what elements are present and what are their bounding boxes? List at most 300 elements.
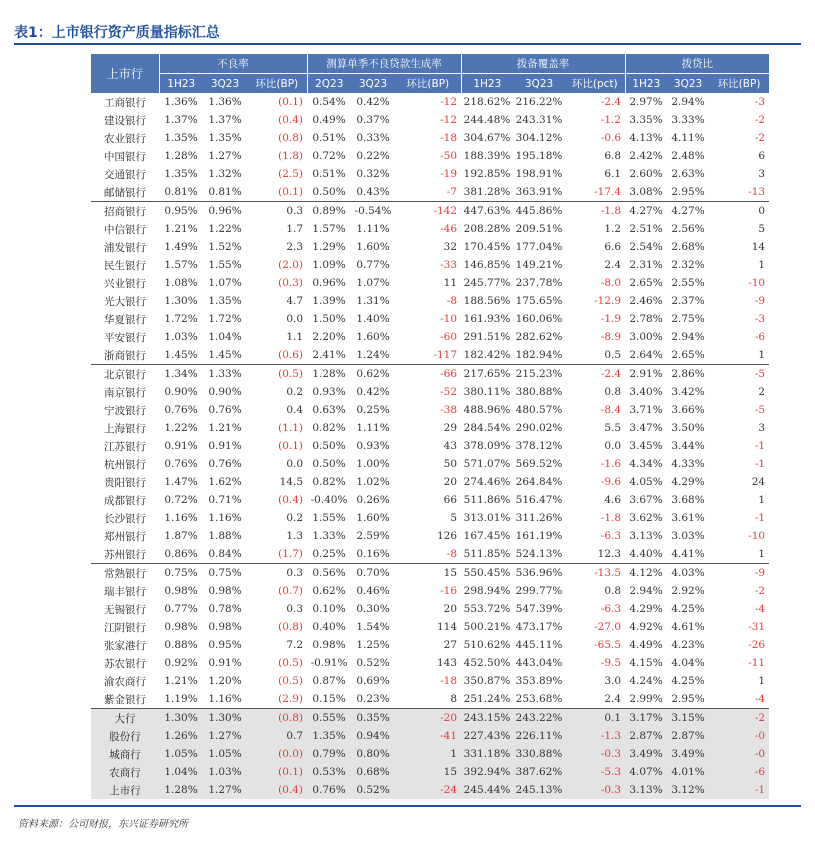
bank-name-cell: 江阴银行 — [104, 621, 146, 634]
value-cell: (0.5) — [278, 657, 304, 669]
value-cell: 0.46% — [356, 585, 390, 597]
value-cell: -66 — [395, 365, 461, 384]
table-row — [91, 274, 769, 292]
value-cell: 3.12% — [667, 781, 709, 799]
value-cell: -1 — [709, 781, 769, 799]
value-cell: 2.95% — [671, 186, 705, 198]
value-cell: 0.35% — [351, 709, 395, 728]
value-cell: 452.50% — [463, 657, 511, 669]
value-cell: -11 — [748, 657, 766, 669]
value-cell: 0.70% — [351, 564, 395, 583]
value-cell: 0.98% — [312, 639, 346, 651]
value-cell: 0.0 — [604, 440, 622, 452]
bank-name-cell: 农业银行 — [104, 132, 146, 145]
value-cell: 1 — [395, 745, 461, 763]
value-cell: 2.32% — [671, 259, 705, 271]
value-cell: 2.63% — [671, 168, 705, 180]
table-row — [91, 328, 769, 346]
value-cell: 253.68% — [515, 693, 563, 705]
value-cell: 160.06% — [515, 313, 563, 325]
value-cell: 0.87% — [312, 675, 346, 687]
value-cell: 1.40% — [356, 313, 390, 325]
value-cell: 4.25% — [671, 675, 705, 687]
table-row — [91, 346, 769, 365]
sub-header: 3Q23 — [203, 74, 247, 94]
value-cell: 182.42% — [463, 349, 511, 361]
value-cell: 243.31% — [515, 114, 563, 126]
value-cell: 2.92% — [671, 585, 705, 597]
value-cell: -18 — [440, 132, 458, 144]
value-cell: 2.59% — [356, 530, 390, 542]
value-cell: 1.35% — [208, 295, 242, 307]
value-cell: 0.90% — [164, 386, 198, 398]
table-row — [91, 600, 769, 618]
value-cell: -8.9 — [600, 331, 622, 343]
value-cell: 1.37% — [208, 114, 242, 126]
bank-name-cell: 瑞丰银行 — [104, 585, 146, 598]
value-cell: -117 — [433, 349, 458, 361]
value-cell: 66 — [443, 494, 458, 506]
value-cell: 216.22% — [515, 96, 563, 108]
value-cell: 3.15% — [667, 709, 709, 728]
value-cell: 3.66% — [671, 404, 705, 416]
value-cell: 387.62% — [513, 763, 565, 781]
value-cell: -13.5 — [565, 564, 625, 583]
value-cell: 1.27% — [203, 781, 247, 799]
value-cell: 0.81% — [164, 186, 198, 198]
value-cell: 553.72% — [463, 603, 511, 615]
value-cell: 1.11% — [356, 422, 390, 434]
value-cell: -1.2 — [600, 114, 622, 126]
sub-header: 3Q23 — [667, 74, 709, 94]
bank-name-cell: 贵阳银行 — [104, 476, 146, 489]
value-cell: 0.51% — [312, 132, 346, 144]
value-cell: 0.53% — [307, 763, 351, 781]
value-cell: 1.45% — [208, 349, 242, 361]
bank-name-cell: 工商银行 — [104, 96, 146, 109]
sub-header: 1H23 — [159, 74, 203, 94]
value-cell: -9.5 — [600, 657, 622, 669]
value-cell: -8 — [446, 295, 458, 307]
value-cell: (0.8) — [278, 621, 304, 633]
value-cell: 0.72% — [164, 494, 198, 506]
value-cell: 2.78% — [629, 313, 663, 325]
value-cell: 14.5 — [279, 476, 304, 488]
value-cell: 27 — [443, 639, 458, 651]
value-cell: -3 — [754, 96, 766, 108]
value-cell: 1.52% — [208, 241, 242, 253]
value-cell: 0.40% — [312, 621, 346, 633]
value-cell: 1.22% — [208, 223, 242, 235]
value-cell: 2.46% — [629, 295, 663, 307]
value-cell: 2.37% — [671, 295, 705, 307]
value-cell: 311.26% — [515, 512, 563, 524]
table-row — [91, 636, 769, 654]
table-row — [91, 455, 769, 473]
value-cell: 4.6 — [604, 494, 622, 506]
value-cell: 0.69% — [356, 675, 390, 687]
bank-name-cell: 江苏银行 — [104, 440, 146, 453]
value-cell: 1.03% — [164, 331, 198, 343]
table-row — [91, 292, 769, 310]
value-cell: -0.6 — [600, 132, 622, 144]
value-cell: (0.0) — [247, 745, 307, 763]
value-cell: 1.3 — [286, 530, 304, 542]
value-cell: 0.91% — [164, 440, 198, 452]
sub-header: 1H23 — [625, 74, 667, 94]
value-cell: -10 — [748, 530, 766, 542]
value-cell: 2.51% — [629, 223, 663, 235]
value-cell: -12 — [440, 96, 458, 108]
value-cell: 313.01% — [463, 512, 511, 524]
value-cell: 0.95% — [159, 202, 203, 221]
value-cell: 43 — [443, 440, 458, 452]
value-cell: 1.62% — [208, 476, 242, 488]
value-cell: 363.91% — [515, 186, 563, 198]
value-cell: -0.54% — [351, 202, 395, 221]
value-cell: 1.35% — [208, 132, 242, 144]
value-cell: 208.28% — [463, 223, 511, 235]
npl-ratio-header: 不良率 — [159, 54, 307, 74]
value-cell: (0.8) — [278, 132, 304, 144]
value-cell: 274.46% — [463, 476, 511, 488]
value-cell: -1 — [754, 440, 766, 452]
value-cell: 4.12% — [625, 564, 667, 583]
value-cell: 29 — [443, 422, 458, 434]
value-cell: 0.1 — [565, 709, 625, 728]
loan-provision-header: 拨贷比 — [625, 54, 769, 74]
value-cell: 3.62% — [629, 512, 663, 524]
value-cell: 1.07% — [356, 277, 390, 289]
table-row — [91, 654, 769, 672]
value-cell: 4.41% — [671, 548, 705, 560]
value-cell: -17.4 — [594, 186, 622, 198]
value-cell: 511.86% — [463, 494, 511, 506]
value-cell: 0.30% — [356, 603, 390, 615]
value-cell: 0.93% — [356, 440, 390, 452]
value-cell: 511.85% — [463, 548, 511, 560]
bank-name-cell: 宁波银行 — [104, 404, 146, 417]
value-cell: -2 — [754, 585, 766, 597]
value-cell: 1.88% — [208, 530, 242, 542]
bank-name-cell: 上市行 — [91, 781, 159, 799]
value-cell: 1.30% — [164, 295, 198, 307]
value-cell: 0.76% — [164, 458, 198, 470]
value-cell: 2.94% — [671, 96, 705, 108]
value-cell: 3.13% — [629, 530, 663, 542]
value-cell: 1.60% — [356, 241, 390, 253]
value-cell: 0.75% — [159, 564, 203, 583]
value-cell: 299.77% — [515, 585, 563, 597]
value-cell: 0.23% — [356, 693, 390, 705]
value-cell: 4.92% — [629, 621, 663, 633]
value-cell: 6.6 — [604, 241, 622, 253]
value-cell: 188.56% — [463, 295, 511, 307]
value-cell: 182.94% — [515, 349, 563, 361]
table-row — [91, 165, 769, 183]
value-cell: 0.3 — [247, 202, 307, 221]
value-cell: 330.88% — [513, 745, 565, 763]
value-cell: 264.84% — [515, 476, 563, 488]
value-cell: 1.00% — [356, 458, 390, 470]
value-cell: 0.76% — [164, 404, 198, 416]
value-cell: 1.29% — [312, 241, 346, 253]
value-cell: 0.15% — [312, 693, 346, 705]
value-cell: 3.44% — [671, 440, 705, 452]
value-cell: 126 — [436, 530, 458, 542]
value-cell: 3.35% — [629, 114, 663, 126]
bank-name-cell: 农商行 — [91, 763, 159, 781]
bank-name-cell: 常熟银行 — [91, 564, 159, 583]
sub-header: 2Q23 — [307, 74, 351, 94]
value-cell: 0.95% — [208, 639, 242, 651]
value-cell: 3.47% — [629, 422, 663, 434]
value-cell: 0.79% — [307, 745, 351, 763]
value-cell: 4.33% — [671, 458, 705, 470]
value-cell: 243.22% — [513, 709, 565, 728]
value-cell: 209.51% — [515, 223, 563, 235]
value-cell: 4.61% — [671, 621, 705, 633]
value-cell: 1.33% — [203, 365, 247, 384]
table-row — [91, 256, 769, 274]
value-cell: -7 — [446, 186, 458, 198]
value-cell: 1.39% — [312, 295, 346, 307]
value-cell: 6.1 — [604, 168, 622, 180]
value-cell: 15 — [395, 564, 461, 583]
value-cell: -33 — [440, 259, 458, 271]
value-cell: 198.91% — [515, 168, 563, 180]
value-cell: 0.93% — [312, 386, 346, 398]
value-cell: 2.65% — [671, 349, 705, 361]
value-cell: 550.45% — [461, 564, 513, 583]
value-cell: 188.39% — [463, 150, 511, 162]
value-cell: 4.29% — [671, 476, 705, 488]
table-row — [91, 129, 769, 147]
table-row — [91, 745, 769, 763]
value-cell: 4.40% — [629, 548, 663, 560]
value-cell: 2.55% — [671, 277, 705, 289]
table-row — [91, 727, 769, 745]
value-cell: 0.80% — [351, 745, 395, 763]
value-cell: 0.3 — [286, 603, 304, 615]
value-cell: 4.24% — [629, 675, 663, 687]
value-cell: 536.96% — [513, 564, 565, 583]
table-row — [91, 672, 769, 690]
value-cell: 2.54% — [629, 241, 663, 253]
value-cell: 7.2 — [286, 639, 304, 651]
value-cell: 1.55% — [208, 259, 242, 271]
value-cell: -0 — [709, 727, 769, 745]
value-cell: 0.22% — [356, 150, 390, 162]
value-cell: 1.28% — [159, 781, 203, 799]
table-row — [91, 220, 769, 238]
value-cell: 0.76% — [307, 781, 351, 799]
value-cell: -52 — [440, 386, 458, 398]
bank-name-cell: 浦发银行 — [104, 241, 146, 254]
value-cell: 1.21% — [208, 422, 242, 434]
value-cell: 3.49% — [625, 745, 667, 763]
value-cell: 1.87% — [164, 530, 198, 542]
bank-name-cell: 无锡银行 — [104, 603, 146, 616]
value-cell: 2.20% — [312, 331, 346, 343]
value-cell: 284.54% — [463, 422, 511, 434]
value-cell: 0.86% — [164, 548, 198, 560]
value-cell: 516.47% — [515, 494, 563, 506]
value-cell: 1.2 — [604, 223, 622, 235]
value-cell: 2.91% — [625, 365, 667, 384]
table-row — [91, 147, 769, 165]
value-cell: -9 — [709, 564, 769, 583]
value-cell: 4.34% — [629, 458, 663, 470]
value-cell: 0.98% — [208, 621, 242, 633]
value-cell: -1.8 — [565, 202, 625, 221]
value-cell: 0.54% — [312, 96, 346, 108]
value-cell: 1.49% — [164, 241, 198, 253]
value-cell: 3.50% — [671, 422, 705, 434]
sub-header: 环比(pct) — [565, 74, 625, 94]
value-cell: -1.3 — [565, 727, 625, 745]
value-cell: -9 — [754, 295, 766, 307]
value-cell: 1 — [758, 259, 766, 271]
table-row — [91, 564, 769, 583]
value-cell: 20 — [443, 603, 458, 615]
value-cell: 0.51% — [312, 168, 346, 180]
value-cell: 0.37% — [356, 114, 390, 126]
value-cell: (2.5) — [278, 168, 304, 180]
value-cell: 0.98% — [208, 585, 242, 597]
value-cell: -27.0 — [594, 621, 622, 633]
value-cell: 1.02% — [356, 476, 390, 488]
value-cell: 4.7 — [286, 295, 304, 307]
value-cell: 2.64% — [629, 349, 663, 361]
value-cell: 0.52% — [351, 781, 395, 799]
value-cell: 149.21% — [515, 259, 563, 271]
bank-name-cell: 兴业银行 — [104, 277, 146, 290]
value-cell: 227.43% — [461, 727, 513, 745]
value-cell: (0.6) — [278, 349, 304, 361]
value-cell: 1.47% — [164, 476, 198, 488]
value-cell: 0.55% — [307, 709, 351, 728]
value-cell: -10 — [440, 313, 458, 325]
table-row — [91, 202, 769, 221]
table-row — [91, 401, 769, 419]
value-cell: 2.87% — [667, 727, 709, 745]
bank-name-cell: 郑州银行 — [104, 530, 146, 543]
value-cell: 6 — [758, 150, 766, 162]
value-cell: -13 — [748, 186, 766, 198]
value-cell: 290.02% — [515, 422, 563, 434]
value-cell: 0.96% — [203, 202, 247, 221]
value-cell: 2.75% — [671, 313, 705, 325]
value-cell: 0.0 — [286, 458, 304, 470]
value-cell: 0.96% — [312, 277, 346, 289]
value-cell: -5 — [709, 365, 769, 384]
table-row — [91, 781, 769, 799]
value-cell: 5.5 — [604, 422, 622, 434]
value-cell: 1.32% — [208, 168, 242, 180]
value-cell: 2.4 — [604, 693, 622, 705]
value-cell: 0.91% — [208, 440, 242, 452]
value-cell: 195.18% — [515, 150, 563, 162]
value-cell: 3.45% — [629, 440, 663, 452]
value-cell: 2.86% — [667, 365, 709, 384]
value-cell: 3 — [758, 168, 766, 180]
value-cell: 237.78% — [515, 277, 563, 289]
value-cell: -16 — [440, 585, 458, 597]
value-cell: 2.60% — [629, 168, 663, 180]
value-cell: (0.5) — [278, 675, 304, 687]
value-cell: 0.42% — [356, 386, 390, 398]
value-cell: (0.4) — [278, 494, 304, 506]
value-cell: 1.33% — [312, 530, 346, 542]
value-cell: 1.54% — [356, 621, 390, 633]
bank-name-cell: 民生银行 — [104, 259, 146, 272]
value-cell: 3.17% — [625, 709, 667, 728]
value-cell: 0.42% — [356, 96, 390, 108]
value-cell: 1.24% — [356, 349, 390, 361]
value-cell: 2.95% — [671, 693, 705, 705]
bank-name-cell: 招商银行 — [91, 202, 159, 221]
value-cell: 547.39% — [515, 603, 563, 615]
value-cell: 571.07% — [463, 458, 511, 470]
sub-header: 3Q23 — [513, 74, 565, 94]
value-cell: 245.77% — [463, 277, 511, 289]
value-cell: 443.04% — [515, 657, 563, 669]
value-cell: -6 — [754, 331, 766, 343]
value-cell: -5.3 — [565, 763, 625, 781]
bank-name-cell: 中国银行 — [104, 150, 146, 163]
value-cell: -3 — [754, 313, 766, 325]
value-cell: 304.67% — [463, 132, 511, 144]
bank-name-cell: 南京银行 — [104, 386, 146, 399]
value-cell: 192.85% — [463, 168, 511, 180]
value-cell: 0.94% — [351, 727, 395, 745]
value-cell: 146.85% — [463, 259, 511, 271]
value-cell: 1.19% — [164, 693, 198, 705]
value-cell: 245.13% — [513, 781, 565, 799]
value-cell: -9.6 — [600, 476, 622, 488]
value-cell: (0.1) — [278, 440, 304, 452]
value-cell: 2 — [758, 386, 766, 398]
value-cell: -142 — [395, 202, 461, 221]
bank-name-cell: 苏农银行 — [104, 657, 146, 670]
value-cell: 3.08% — [629, 186, 663, 198]
value-cell: 0.50% — [312, 458, 346, 470]
value-cell: 473.17% — [515, 621, 563, 633]
value-cell: 1.7 — [286, 223, 304, 235]
bank-name-cell: 大行 — [91, 709, 159, 728]
value-cell: 524.13% — [515, 548, 563, 560]
value-cell: 4.27% — [667, 202, 709, 221]
value-cell: 3.61% — [671, 512, 705, 524]
value-cell: 0.89% — [307, 202, 351, 221]
table-row — [91, 545, 769, 564]
value-cell: 291.51% — [463, 331, 511, 343]
value-cell: 0.78% — [208, 603, 242, 615]
value-cell: -65.5 — [594, 639, 622, 651]
value-cell: -0.3 — [565, 781, 625, 799]
value-cell: 167.45% — [463, 530, 511, 542]
value-cell: 15 — [395, 763, 461, 781]
value-cell: 2.99% — [629, 693, 663, 705]
value-cell: 4.05% — [629, 476, 663, 488]
value-cell: 32 — [443, 241, 458, 253]
value-cell: -24 — [395, 781, 461, 799]
value-cell: 0.81% — [208, 186, 242, 198]
value-cell: -2 — [709, 709, 769, 728]
table-row — [91, 419, 769, 437]
value-cell: -2.4 — [600, 96, 622, 108]
